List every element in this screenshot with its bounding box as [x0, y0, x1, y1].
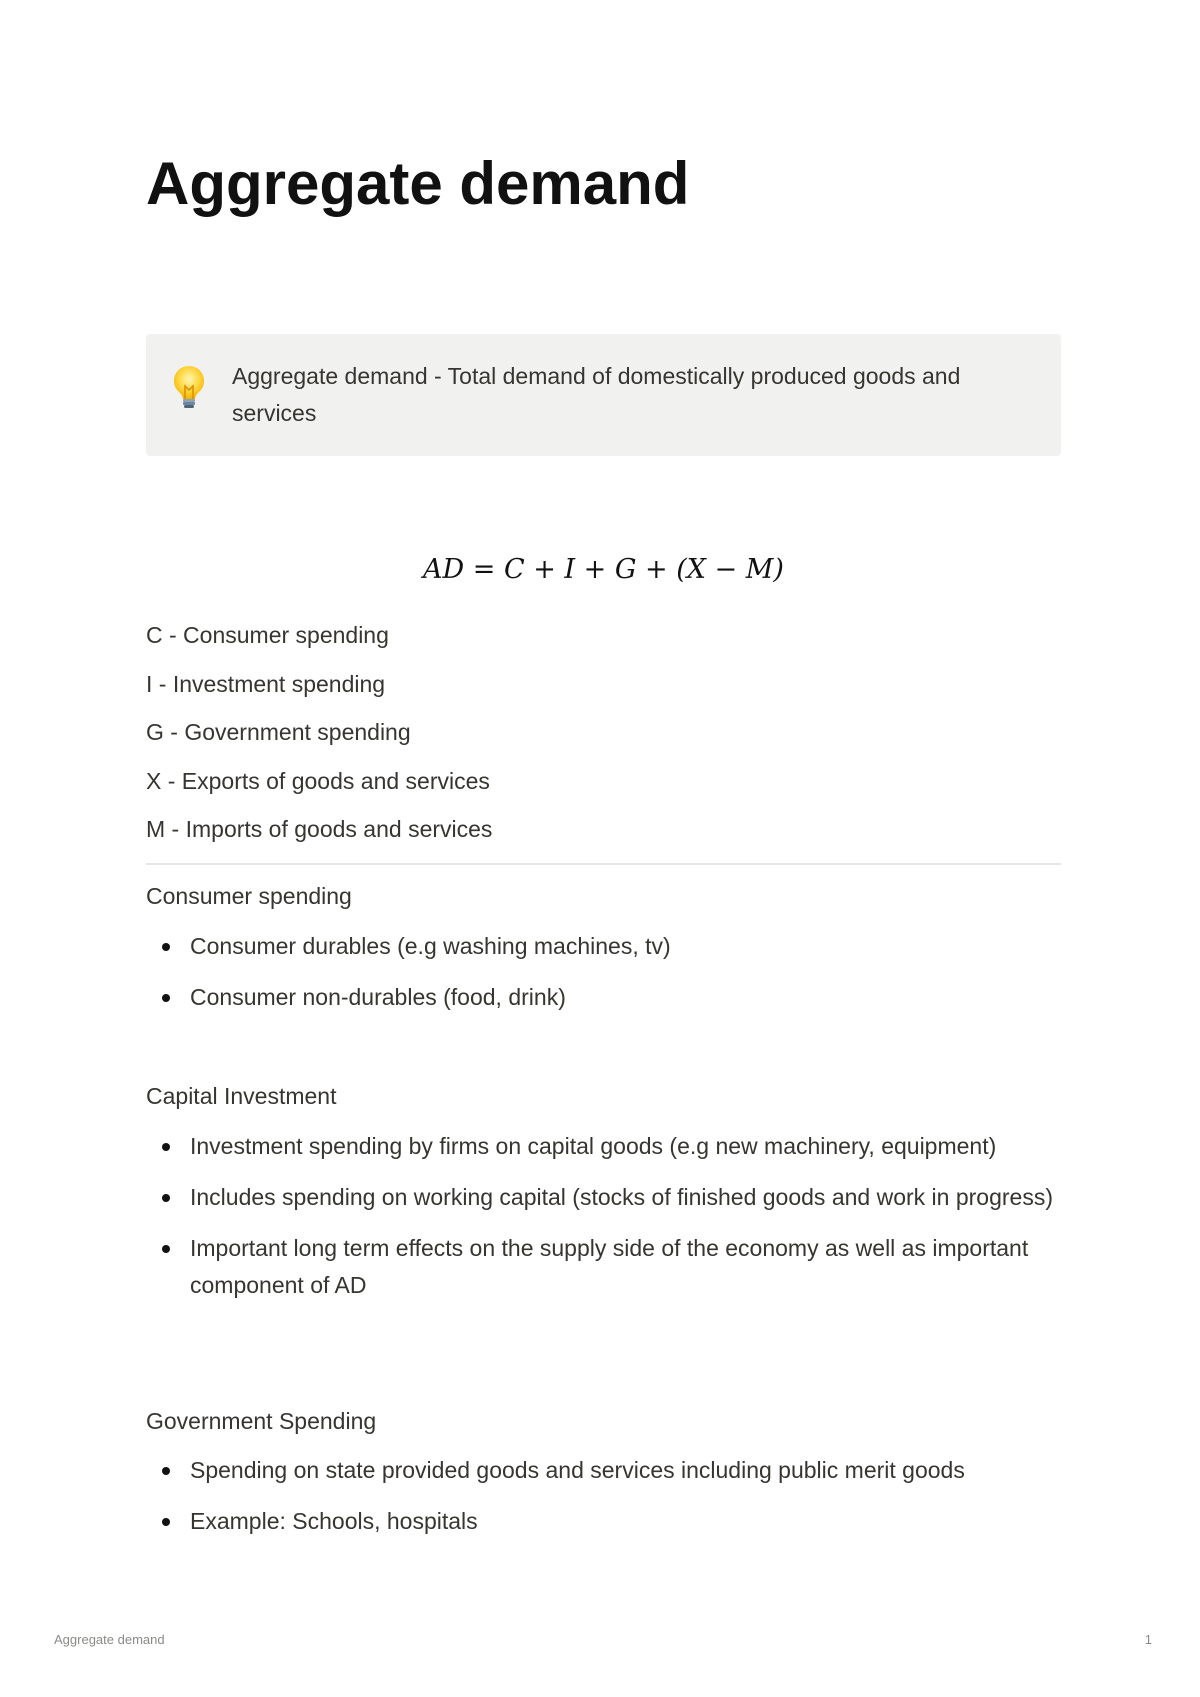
list-item-text: Consumer non-durables (food, drink)	[190, 984, 566, 1010]
list-item-text: Consumer durables (e.g washing machines, tv)	[190, 933, 671, 959]
variable-item: X - Exports of goods and services	[146, 767, 490, 794]
list-item	[146, 1452, 1061, 1489]
list-item	[146, 1128, 1061, 1165]
variable-item: I - Investment spending	[146, 670, 386, 697]
bullet-dot	[162, 1518, 170, 1526]
variable-item: C - Consumer spending	[146, 622, 389, 648]
bullet-dot	[162, 1467, 170, 1475]
footer-page-number: 1	[1144, 1632, 1152, 1647]
page-title: Aggregate demand	[146, 150, 690, 217]
bullet-dot	[162, 1194, 170, 1202]
bullet-dot	[162, 1245, 170, 1253]
list-item-text: Investment spending by firms on capital goods (e.g new machinery, equipment)	[190, 1133, 997, 1159]
capital-investment-list	[146, 1128, 1061, 1318]
capital-investment-heading: Capital Investment	[146, 1083, 337, 1109]
section-divider	[146, 863, 1061, 865]
bullet-dot	[162, 943, 170, 951]
definition-callout	[146, 334, 1061, 456]
callout-text: Aggregate demand - Total demand of domestically produced goods and services	[232, 363, 961, 426]
variable-item: M - Imports of goods and services	[146, 816, 493, 842]
list-item-text: Important long term effects on the supply side of the economy as well as important component of AD	[190, 1235, 1029, 1298]
list-item	[146, 1230, 1061, 1304]
consumer-spending-list	[146, 928, 1061, 1030]
consumer-spending-heading: Consumer spending	[146, 883, 352, 909]
list-item	[146, 928, 1061, 965]
variable-list	[146, 619, 492, 862]
lightbulb-icon	[172, 364, 206, 410]
list-item-text: Example: Schools, hospitals	[190, 1508, 478, 1534]
government-spending-list	[146, 1452, 1061, 1554]
ad-equation: AD = C + I + G + (X − M)	[423, 554, 784, 585]
list-item	[146, 1503, 1061, 1540]
bullet-dot	[162, 1143, 170, 1151]
government-spending-heading: Government Spending	[146, 1408, 377, 1434]
list-item-text: Spending on state provided goods and services including public merit goods	[190, 1457, 965, 1483]
bullet-dot	[162, 994, 170, 1002]
list-item	[146, 1179, 1061, 1216]
footer-doc-title: Aggregate demand	[54, 1632, 165, 1647]
variable-item: G - Government spending	[146, 719, 411, 745]
list-item-text: Includes spending on working capital (stocks of finished goods and work in progress)	[190, 1184, 1053, 1210]
list-item	[146, 979, 1061, 1016]
